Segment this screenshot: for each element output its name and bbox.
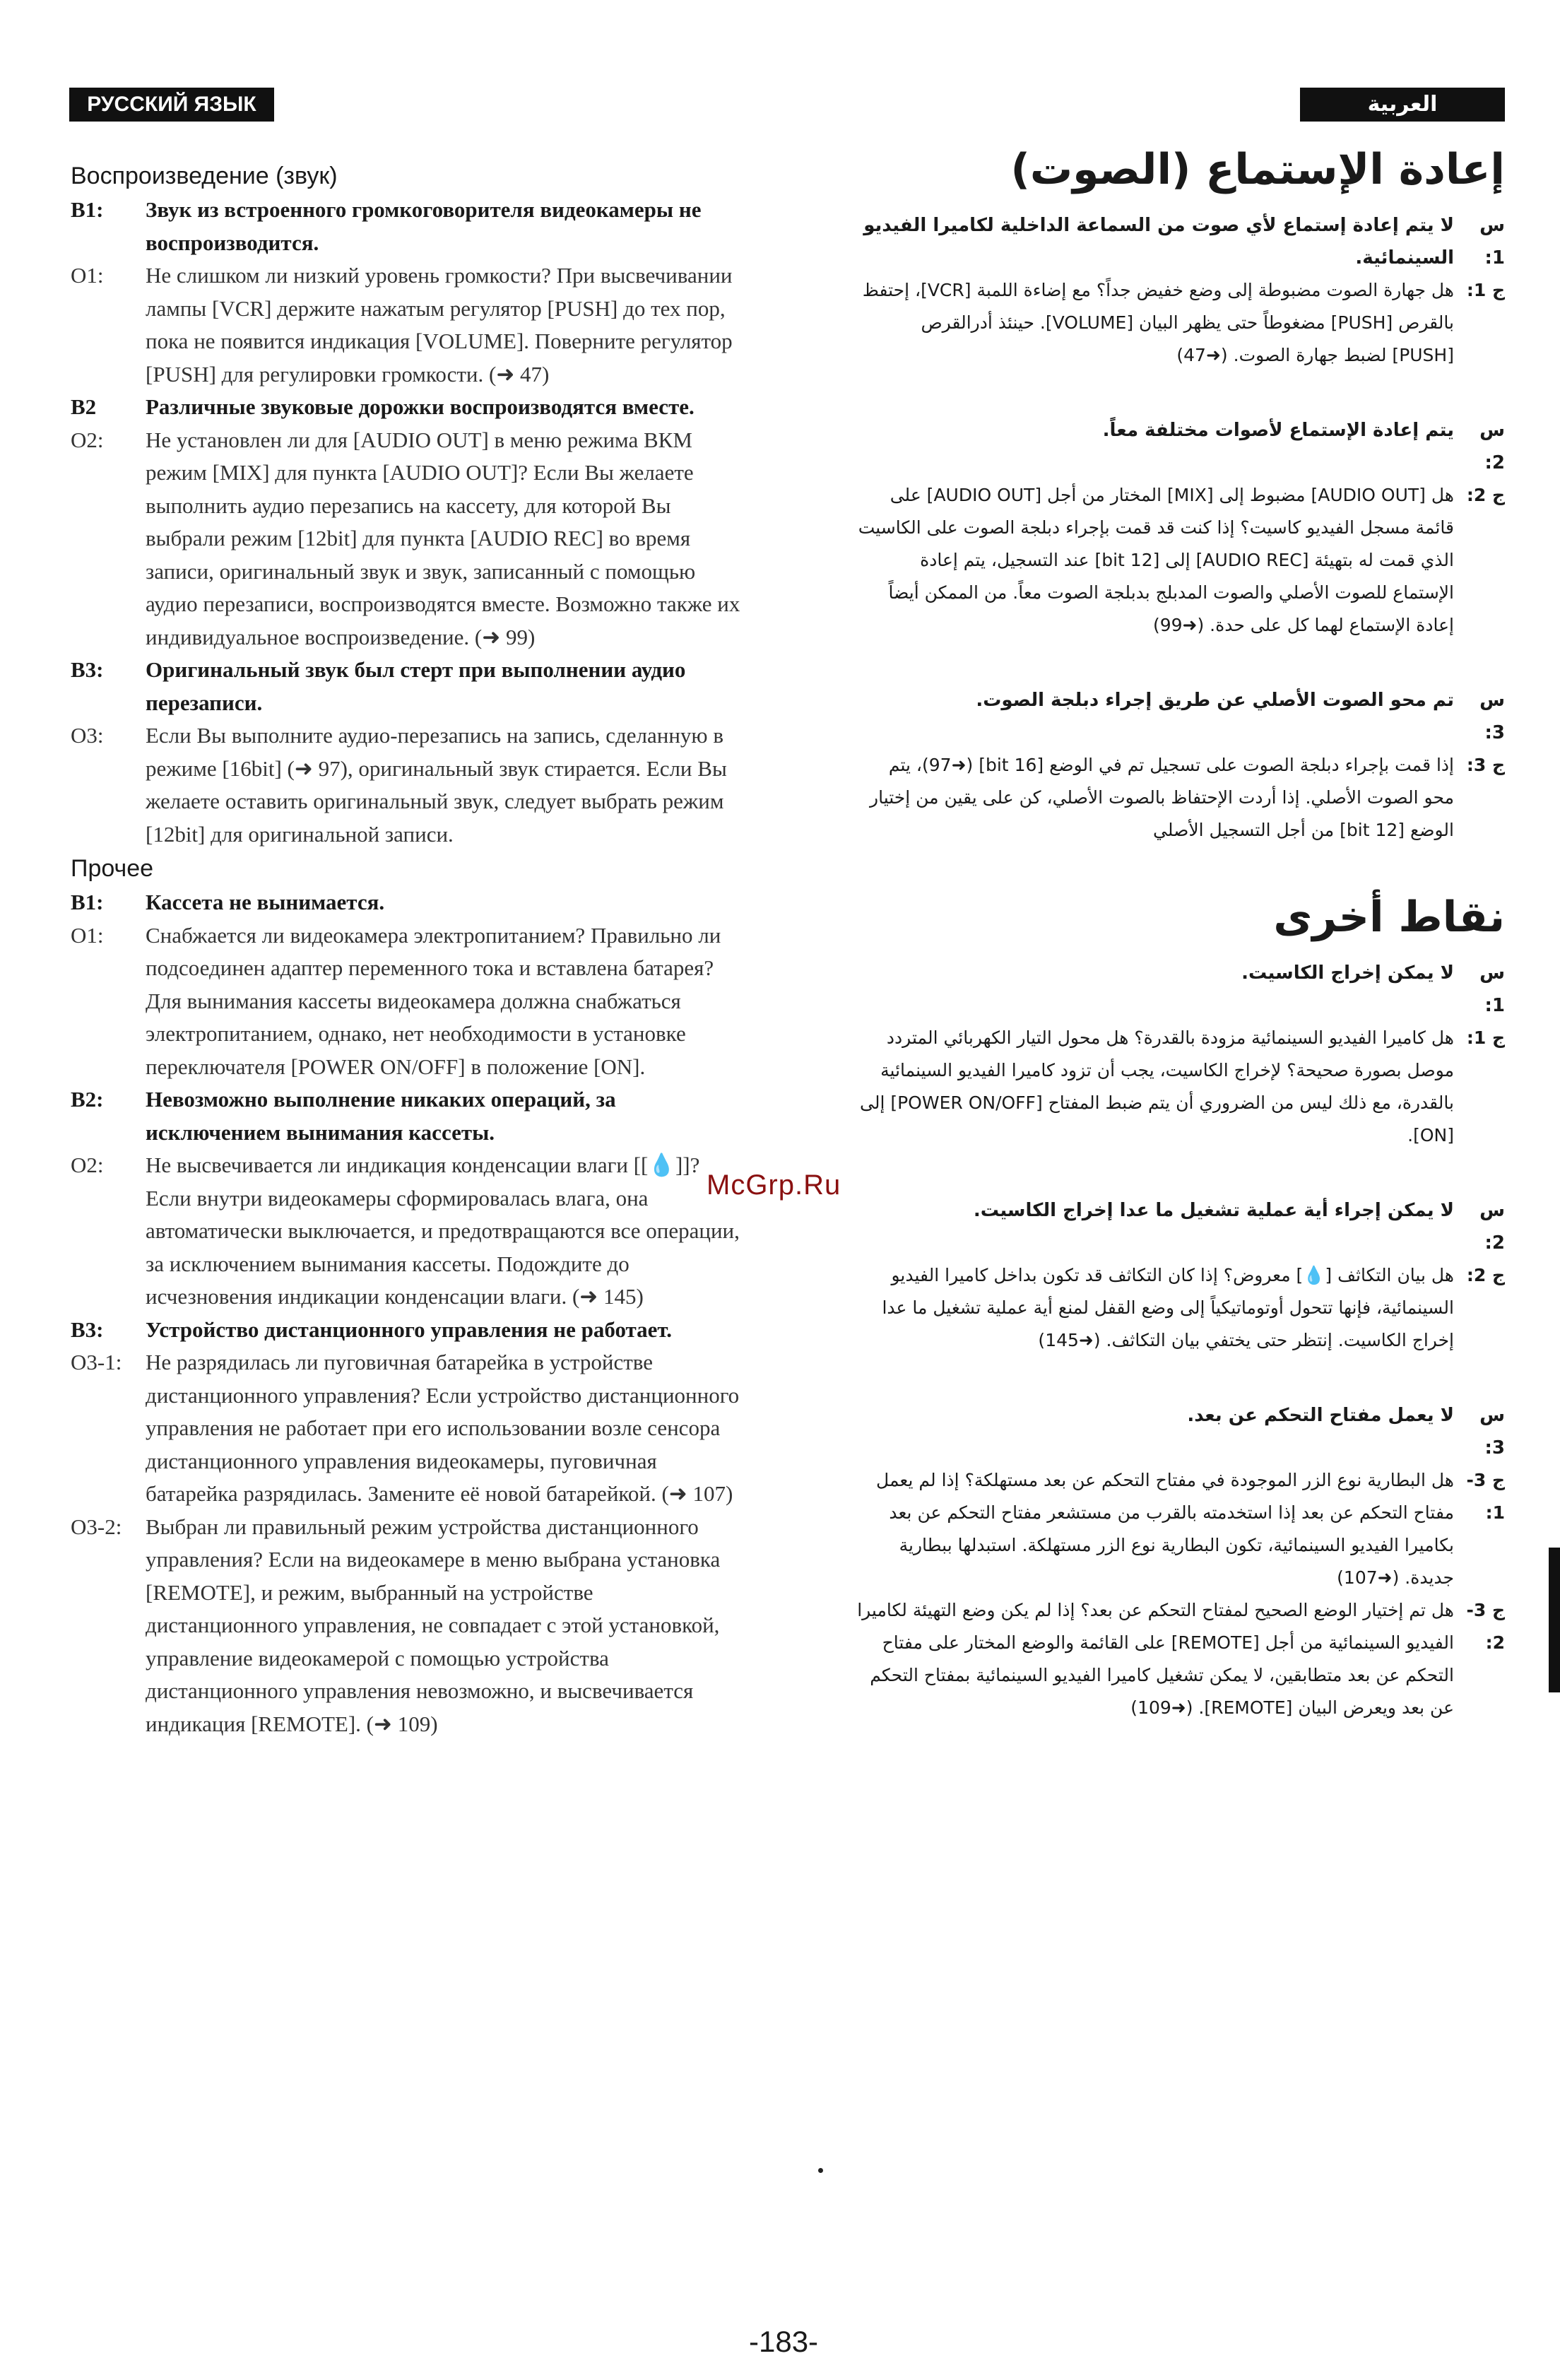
- item-text: هل [AUDIO OUT] مضبوط إلى [MIX] المختار من أجل [AUDIO OUT] على قائمة مسجل الفيديو كاسيت؟ إذا كنت قد قمت بإجراء دبلجة الصوت على الكاسيت الذي قمت له بتهيئة [AUDIO REC] إلى [12 bit] عند التسجيل، يتم إعادة الإستماع للصوت الأصلي والصوت المدبلج بدبلجة الصوت معاً. من الممكن أيضاً إعادة الإستماع لهما كل على حدة. (➜99): [858, 485, 1454, 635]
- question-item: [855, 1194, 1505, 1259]
- item-text: Выбран ли правильный режим устройства дистанционного управления? Если на видеокамере в меню выбрана установка [REMOTE], и режим, выбранный на устройстве дистанционного управления, не совпадает с этой установкой, управление видеокамерой с помощью устройства дистанционного управления невозможно, и высвечивается индикация [REMOTE]. (➜ 109): [146, 1514, 721, 1736]
- answer-item: [855, 479, 1505, 642]
- item-text: Не высвечивается ли индикация конденсации влаги [[💧]]? Если внутри видеокамеры сформировалась влага, она автоматически выключается, и предотвращаются все операции, за исключением вынимания кассеты. Подождите до исчезновения индикации конденсации влаги. (➜ 145): [146, 1153, 740, 1309]
- answer-item: [71, 1511, 742, 1741]
- section-title-other: Прочее: [71, 855, 154, 882]
- item-label: О3-1:: [71, 1350, 122, 1374]
- item-text: هل البطارية نوع الزر الموجودة في مفتاح التحكم عن بعد مستهلكة؟ إذا لم يعمل مفتاح التحكم عن بعد إذا استخدمته بالقرب من مستشعر مفتاح التحكم عن بعد بكاميرا الفيديو السينمائية، تكون البطارية نوع الزر مستهلكة. استبدلها ببطارية جديدة. (➜107): [876, 1470, 1454, 1588]
- item-label: ج 3-2:: [1466, 1600, 1505, 1653]
- item-label: О3-2:: [71, 1514, 122, 1539]
- item-text: لا يمكن إجراء أية عملية تشغيل ما عدا إخراج الكاسيت.: [973, 1200, 1454, 1221]
- item-text: Устройство дистанционного управления не работает.: [146, 1316, 673, 1342]
- answer-item: [855, 1259, 1505, 1357]
- item-label: В3:: [71, 1316, 104, 1342]
- item-label: В3:: [71, 657, 104, 682]
- russian-column: [71, 158, 742, 1740]
- arabic-column: [855, 141, 1505, 1724]
- language-tab-russian: РУССКИЙ ЯЗЫК: [69, 88, 274, 122]
- question-item: [71, 391, 742, 424]
- answer-item: [71, 259, 742, 391]
- item-text: لا يعمل مفتاح التحكم عن بعد.: [1187, 1405, 1454, 1426]
- answer-item: [855, 1594, 1505, 1724]
- item-text: هل بيان التكاثف [💧] معروض؟ إذا كان التكاثف قد تكون بداخل كاميرا الفيديو السينمائية، فإنها تتحول أوتوماتيكياً إلى وضع القفل لمنع أية عملية تشغيل ما عدا إخراج الكاسيت. إنتظر حتى يختفي بيان التكاثف. (➜145): [882, 1265, 1454, 1350]
- item-text: Если Вы выполните аудио-перезапись на запись, сделанную в режиме [16bit] (➜ 97), оригинальный звук стирается. Если Вы желаете оставить оригинальный звук, следует выбрать режим [12bit] для оригинальной записи.: [146, 723, 727, 847]
- item-label: О2:: [71, 1153, 104, 1177]
- item-text: لا يمكن إخراج الكاسيت.: [1241, 962, 1454, 984]
- item-label: ج 3:: [1466, 755, 1505, 775]
- item-text: تم محو الصوت الأصلي عن طريق إجراء دبلجة الصوت.: [976, 690, 1454, 711]
- answer-item: [855, 749, 1505, 847]
- item-label: س 1:: [1479, 215, 1505, 269]
- answer-item: [855, 1464, 1505, 1594]
- item-text: Невозможно выполнение никаких операций, за исключением вынимания кассеты.: [146, 1087, 616, 1145]
- item-label: О1:: [71, 922, 104, 948]
- question-item: [71, 194, 742, 259]
- item-text: هل جهارة الصوت مضبوطة إلى وضع خفيض جداً؟ مع إضاءة اللمبة [VCR]، إحتفظ بالقرص [PUSH] مضغوطاً حتى يظهر البيان [VOLUME]. حينئذ أدرالقرص [PUSH] لضبط جهارة الصوت. (➜47): [862, 280, 1454, 365]
- section-title-playback-sound: Воспроизведение (звук): [71, 163, 338, 189]
- item-label: ج 1:: [1466, 280, 1505, 300]
- item-text: لا يتم إعادة إستماع لأي صوت من السماعة الداخلية لكاميرا الفيديو السينمائية.: [863, 215, 1454, 269]
- question-item: [855, 209, 1505, 274]
- item-text: Не установлен ли для [AUDIO OUT] в меню режима ВКМ режим [MIX] для пункта [AUDIO OUT]? Если Вы желаете выполнить аудио перезапись на кассету, для которой Вы выбрали режим [12bit] для пункта [AUDIO REC] во время записи, оригинальный звук и звук, записанный с помощью аудио перезаписи, воспроизводятся вместе. Возможно также их индивидуальное воспроизведение. (➜ 99): [146, 427, 740, 649]
- item-label: В2:: [71, 1087, 104, 1112]
- language-tab-arabic: العربية: [1300, 88, 1505, 122]
- answer-item: [71, 424, 742, 654]
- arabic-section-title-playback-sound: إعادة الإستماع (الصوت): [1010, 145, 1505, 194]
- item-text: Кассета не вынимается.: [146, 890, 385, 914]
- item-text: يتم إعادة الإستماع لأصوات مختلفة معاً.: [1102, 420, 1454, 441]
- item-text: هل كاميرا الفيديو السينمائية مزودة بالقدرة؟ هل محول التيار الكهربائي المتردد موصل بصورة صحيحة؟ لإخراج الكاسيت، يجب أن تزود كاميرا الفيديو السينمائية بالقدرة، مع ذلك ليس من الضروري أن يتم ضبط المفتاح [POWER ON/OFF] إلى [ON].: [860, 1027, 1454, 1145]
- question-item: [71, 1083, 742, 1149]
- question-item: [71, 654, 742, 719]
- item-label: س 1:: [1479, 962, 1505, 1016]
- item-label: В2: [71, 394, 97, 419]
- item-label: س 3:: [1479, 690, 1505, 743]
- item-text: هل تم إختيار الوضع الصحيح لمفتاح التحكم عن بعد؟ إذا لم يكن وضع التهيئة لكاميرا الفيديو السينمائية من أجل [REMOTE] على القائمة والوضع المختار على مفتاح التحكم عن بعد متطابقين، لا يمكن تشغيل كاميرا الفيديو السينمائية بمفتاح التحكم عن بعد ويعرض البيان [REMOTE]. (➜109): [857, 1600, 1454, 1718]
- item-text: إذا قمت بإجراء دبلجة الصوت على تسجيل تم في الوضع [16 bit] (➜97)، يتم محو الصوت الأصلي. إذا أردت الإحتفاظ بالصوت الأصلي، كن على يقين من إختيار الوضع [12 bit] من أجل التسجيل الأصلي: [870, 755, 1454, 840]
- item-label: О2:: [71, 427, 104, 452]
- item-label: О3:: [71, 723, 104, 748]
- item-text: Различные звуковые дорожки воспроизводятся вместе.: [146, 394, 695, 419]
- answer-item: [855, 1022, 1505, 1152]
- item-text: Оригинальный звук был стерт при выполнении аудио перезаписи.: [146, 657, 686, 715]
- item-text: Снабжается ли видеокамера электропитанием? Правильно ли подсоединен адаптер переменного тока и вставлена батарея? Для вынимания кассеты видеокамера должна снабжаться электропитанием, однако, нет необходимости в установке переключателя [POWER ON/OFF] в положение [ON].: [146, 922, 721, 1079]
- item-label: س 2:: [1479, 1200, 1505, 1254]
- question-item: [855, 414, 1505, 479]
- item-label: ج 3-1:: [1466, 1470, 1505, 1523]
- arabic-section-title-other: نقاط أخرى: [1273, 892, 1505, 942]
- answer-item: [71, 1346, 742, 1511]
- item-label: ج 2:: [1466, 1265, 1505, 1285]
- question-item: [855, 684, 1505, 749]
- item-label: ج 1:: [1466, 1027, 1505, 1048]
- page-number: -183-: [749, 2325, 819, 2358]
- question-item: [855, 957, 1505, 1022]
- answer-item: [71, 719, 742, 851]
- item-label: В1:: [71, 197, 104, 222]
- item-text: Не слишком ли низкий уровень громкости? При высвечивании лампы [VCR] держите нажатым регулятор [PUSH] до тех пор, пока не появится индикация [VOLUME]. Поверните регулятор [PUSH] для регулировки громкости. (➜ 47): [146, 263, 733, 387]
- item-label: О1:: [71, 263, 104, 288]
- item-label: В1:: [71, 890, 104, 914]
- item-text: Звук из встроенного громкоговорителя видеокамеры не воспроизводится.: [146, 197, 702, 255]
- answer-item: [855, 274, 1505, 372]
- stray-dot: [818, 2168, 823, 2173]
- question-item: [71, 886, 742, 919]
- question-item: [71, 1314, 742, 1347]
- item-label: س 3:: [1479, 1405, 1505, 1459]
- section-edge-marker: [1549, 1548, 1560, 1692]
- watermark-text: McGrp.Ru: [707, 1170, 841, 1201]
- answer-item: [71, 1149, 742, 1314]
- item-label: س 2:: [1479, 420, 1505, 473]
- answer-item: [71, 919, 742, 1084]
- question-item: [855, 1399, 1505, 1464]
- item-label: ج 2:: [1466, 485, 1505, 505]
- item-text: Не разрядилась ли пуговичная батарейка в устройстве дистанционного управления? Если устройство дистанционного управления не работает при его использовании возле сенсора дистанционного управления видеокамеры, пуговичная батарейка разрядилась. Замените её новой батарейкой. (➜ 107): [146, 1350, 740, 1506]
